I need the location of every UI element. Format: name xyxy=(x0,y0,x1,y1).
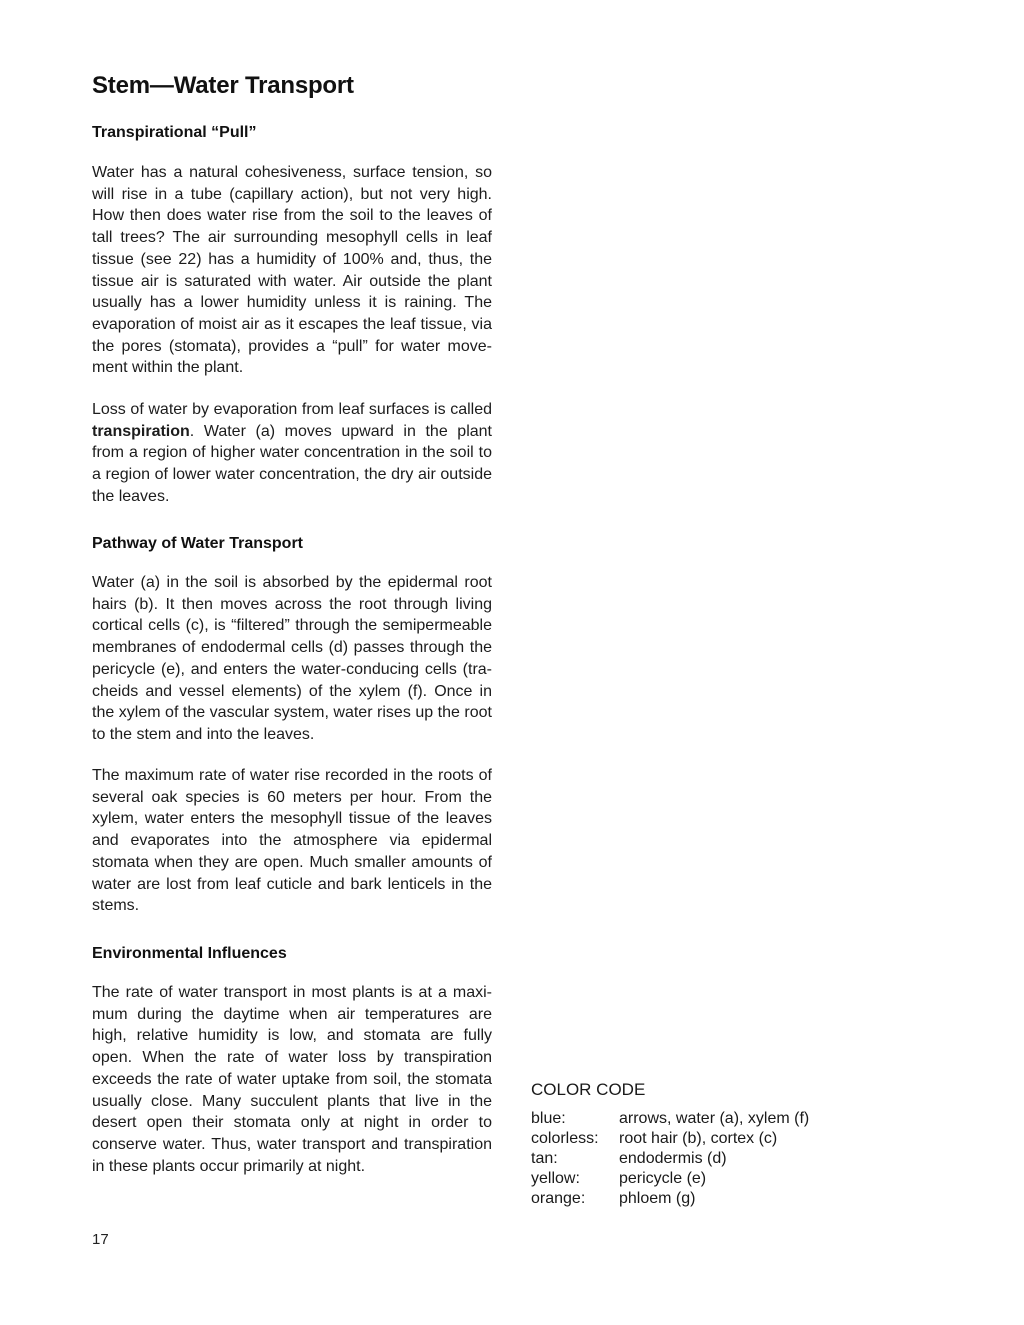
color-code-title: COLOR CODE xyxy=(531,1080,646,1099)
color-name: yellow: xyxy=(531,1170,580,1187)
color-name: tan: xyxy=(531,1150,558,1167)
page-number: 17 xyxy=(92,1231,109,1248)
section-heading-transpirational-pull: Transpirational “Pull” xyxy=(92,124,257,141)
section-heading-environmental: Environmental Influences xyxy=(92,945,287,962)
term-transpiration: transpiration xyxy=(92,422,190,440)
color-name: colorless: xyxy=(531,1130,599,1147)
color-parts: phloem (g) xyxy=(619,1190,696,1207)
page-title: Stem—Water Transport xyxy=(92,72,354,99)
paragraph-transpiration-definition xyxy=(92,399,492,508)
color-code-row xyxy=(531,1109,809,1129)
color-code-row xyxy=(531,1189,809,1209)
paragraph-text: Loss of water by evaporation from leaf surfaces is called xyxy=(92,401,492,418)
paragraph-maximum-rate: The maximum rate of water rise recorded in the roots of several oak species is 60 meters per hour. From the xylem, water enters the mesophyll tissue of the leaves and evaporates into the atmosphere via epidermal stomata when they are open. Much smaller amounts of water are lost from leaf cuticle and bark lenticels in the stems. xyxy=(92,767,492,915)
color-parts: arrows, water (a), xylem (f) xyxy=(619,1110,810,1127)
color-code-row xyxy=(531,1169,809,1189)
color-code-row xyxy=(531,1129,809,1149)
paragraph-environmental: The rate of water transport in most plants is at a maximum during the daytime when air temperatures are high, relative humidity is low, and stomata are fully open. When the rate of water loss by transpiration exceeds the rate of water uptake from soil, the stomata usually close. Many succulent plants that live in the desert open their stomata only at night in order to conserve water. Thus, water transport and transpiration in these plants occur primarily at night. xyxy=(92,984,492,1175)
color-code-box xyxy=(531,1080,809,1209)
paragraph-pathway: Water (a) in the soil is absorbed by the epidermal root hairs (b). It then moves across the root through living cortical cells (c), is “filtered” through the semipermeable membranes of endodermal cells (d) passes through the pericycle (e), and enters the water-conducing cells (tracheids and vessel elements) of the xylem (f). Once in the xylem of the vascular system, water rises up the root to the stem and into the leaves. xyxy=(92,574,492,743)
paragraph-text: . Water (a) moves upward in the plant from a region of higher water concentration in the soil to a region of lower water concentration, the dry air outside the leaves. xyxy=(92,422,492,505)
color-parts: pericycle (e) xyxy=(619,1170,707,1187)
color-name: blue: xyxy=(531,1110,566,1127)
color-name: orange: xyxy=(531,1190,586,1207)
paragraph-transpirational-pull: Water has a natural cohesiveness, surface tension, so will rise in a tube (capillary action), but not very high. How then does water rise from the soil to the leaves of tall trees? The air surrounding mesophyll cells in leaf tissue (see 22) has a humidity of 100% and, thus, the tissue air is saturated with water. Air outside the plant usually has a lower humidity unless it is raining. The evaporation of moist air as it escapes the leaf tissue, via the pores (stomata), provides a “pull” for water movement within the plant. xyxy=(92,164,492,377)
color-parts: root hair (b), cortex (c) xyxy=(619,1130,778,1147)
color-parts: endodermis (d) xyxy=(619,1150,727,1167)
color-code-row xyxy=(531,1149,809,1169)
section-heading-pathway: Pathway of Water Transport xyxy=(92,535,303,552)
